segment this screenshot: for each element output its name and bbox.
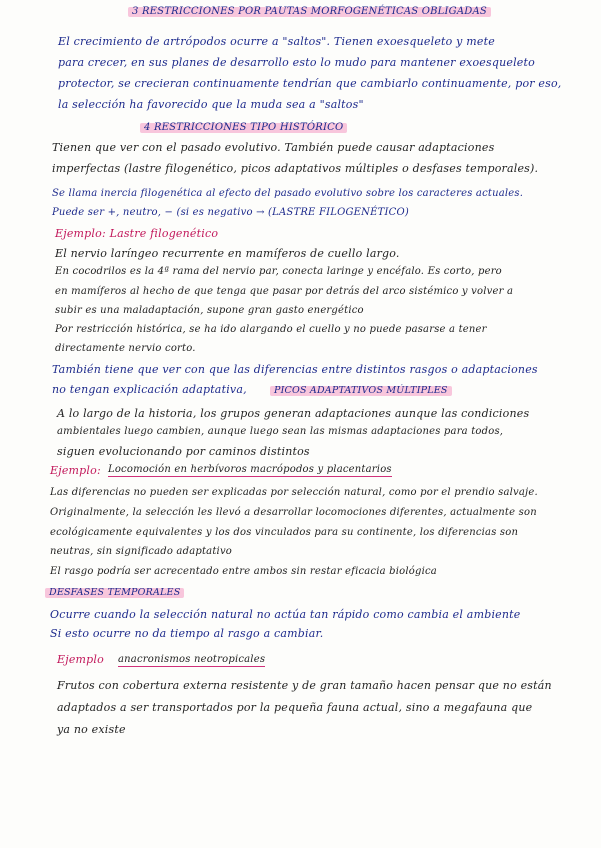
- desfases-heading: DESFASES TEMPORALES: [45, 588, 184, 598]
- example3-line-3: ya no existe: [57, 723, 126, 736]
- example1-line-4: subir es una maladaptación, supone gran gasto energético: [55, 305, 364, 316]
- section3-line-4: la selección ha favorecido que la muda sea a "saltos": [58, 98, 364, 111]
- example1-line-6: directamente nervio corto.: [55, 343, 196, 354]
- section3-line-3: protector, se crecieran continuamente tendrían que cambiarlo continuamente, por eso,: [58, 77, 562, 90]
- example1-line-3: en mamíferos al hecho de que tenga que pasar por detrás del arco sistémico y volver a: [55, 286, 514, 297]
- example1-line-2: En cocodrilos es la 4ª rama del nervio par, conecta laringe y encéfalo. Es corto, pero: [55, 266, 502, 277]
- section4-intro-2: imperfectas (lastre filogenético, picos adaptativos múltiples o desfases temporales).: [52, 162, 539, 175]
- section4-def-2: Puede ser +, neutro, − (si es negativo → (LASTRE FILOGENÉTICO): [52, 207, 409, 218]
- example2-line-5: El rasgo podría ser acrecentado entre ambos sin restar eficacia biológica: [50, 566, 437, 577]
- picos-text-2: ambientales luego cambien, aunque luego sean las mismas adaptaciones para todos,: [57, 426, 504, 437]
- example2-line-1: Las diferencias no pueden ser explicadas por selección natural, como por el prendio salvaje.: [50, 487, 538, 498]
- example2-line-4: neutras, sin significado adaptativo: [50, 546, 233, 557]
- picos-line-1: También tiene que ver con que las diferencias entre distintos rasgos o adaptaciones: [52, 363, 538, 376]
- example1-label: Ejemplo: Lastre filogenético: [55, 227, 219, 240]
- section4-def-1: Se llama inercia filogenética al efecto del pasado evolutivo sobre los caracteres actuales.: [52, 188, 524, 199]
- section3-line-1: El crecimiento de artrópodos ocurre a "saltos". Tienen exoesqueleto y mete: [58, 35, 495, 48]
- picos-line-2: no tengan explicación adaptativa,: [52, 383, 247, 396]
- example3-topic: anacronismos neotropicales: [118, 654, 266, 665]
- example2-line-2: Originalmente, la selección les llevó a desarrollar locomociones diferentes, actualmente son: [50, 507, 537, 518]
- example3-line-2: adaptados a ser transportados por la pequeña fauna actual, sino a megafauna que: [57, 701, 533, 714]
- section3-line-2: para crecer, en sus planes de desarrollo esto lo mudo para mantener exoesqueleto: [58, 56, 535, 69]
- desfases-line-1: Ocurre cuando la selección natural no actúa tan rápido como cambia el ambiente: [50, 608, 521, 621]
- picos-text-1: A lo largo de la historia, los grupos generan adaptaciones aunque las condiciones: [57, 407, 530, 420]
- picos-label: PICOS ADAPTATIVOS MÚLTIPLES: [270, 386, 452, 396]
- example1-line-5: Por restricción histórica, se ha ido alargando el cuello y no puede pasarse a tener: [55, 324, 487, 335]
- section4-intro-1: Tienen que ver con el pasado evolutivo. También puede causar adaptaciones: [52, 141, 495, 154]
- section4-heading: 4 RESTRICCIONES TIPO HISTÓRICO: [140, 123, 347, 133]
- example3-line-1: Frutos con cobertura externa resistente y de gran tamaño hacen pensar que no están: [57, 679, 552, 692]
- section3-heading: 3 RESTRICCIONES POR PAUTAS MORFOGENÉTICAS OBLIGADAS: [128, 7, 491, 17]
- example2-label: Ejemplo:: [50, 464, 101, 477]
- picos-text-3: siguen evolucionando por caminos distintos: [57, 445, 310, 458]
- example2-topic: Locomoción en herbívoros macrópodos y placentarios: [108, 464, 392, 475]
- desfases-line-2: Si esto ocurre no da tiempo al rasgo a cambiar.: [50, 627, 324, 640]
- example1-line-1: El nervio laríngeo recurrente en mamíferos de cuello largo.: [55, 247, 400, 260]
- example2-line-3: ecológicamente equivalentes y los dos vinculados para su continente, los diferencias son: [50, 527, 519, 538]
- example3-label: Ejemplo: [57, 653, 104, 666]
